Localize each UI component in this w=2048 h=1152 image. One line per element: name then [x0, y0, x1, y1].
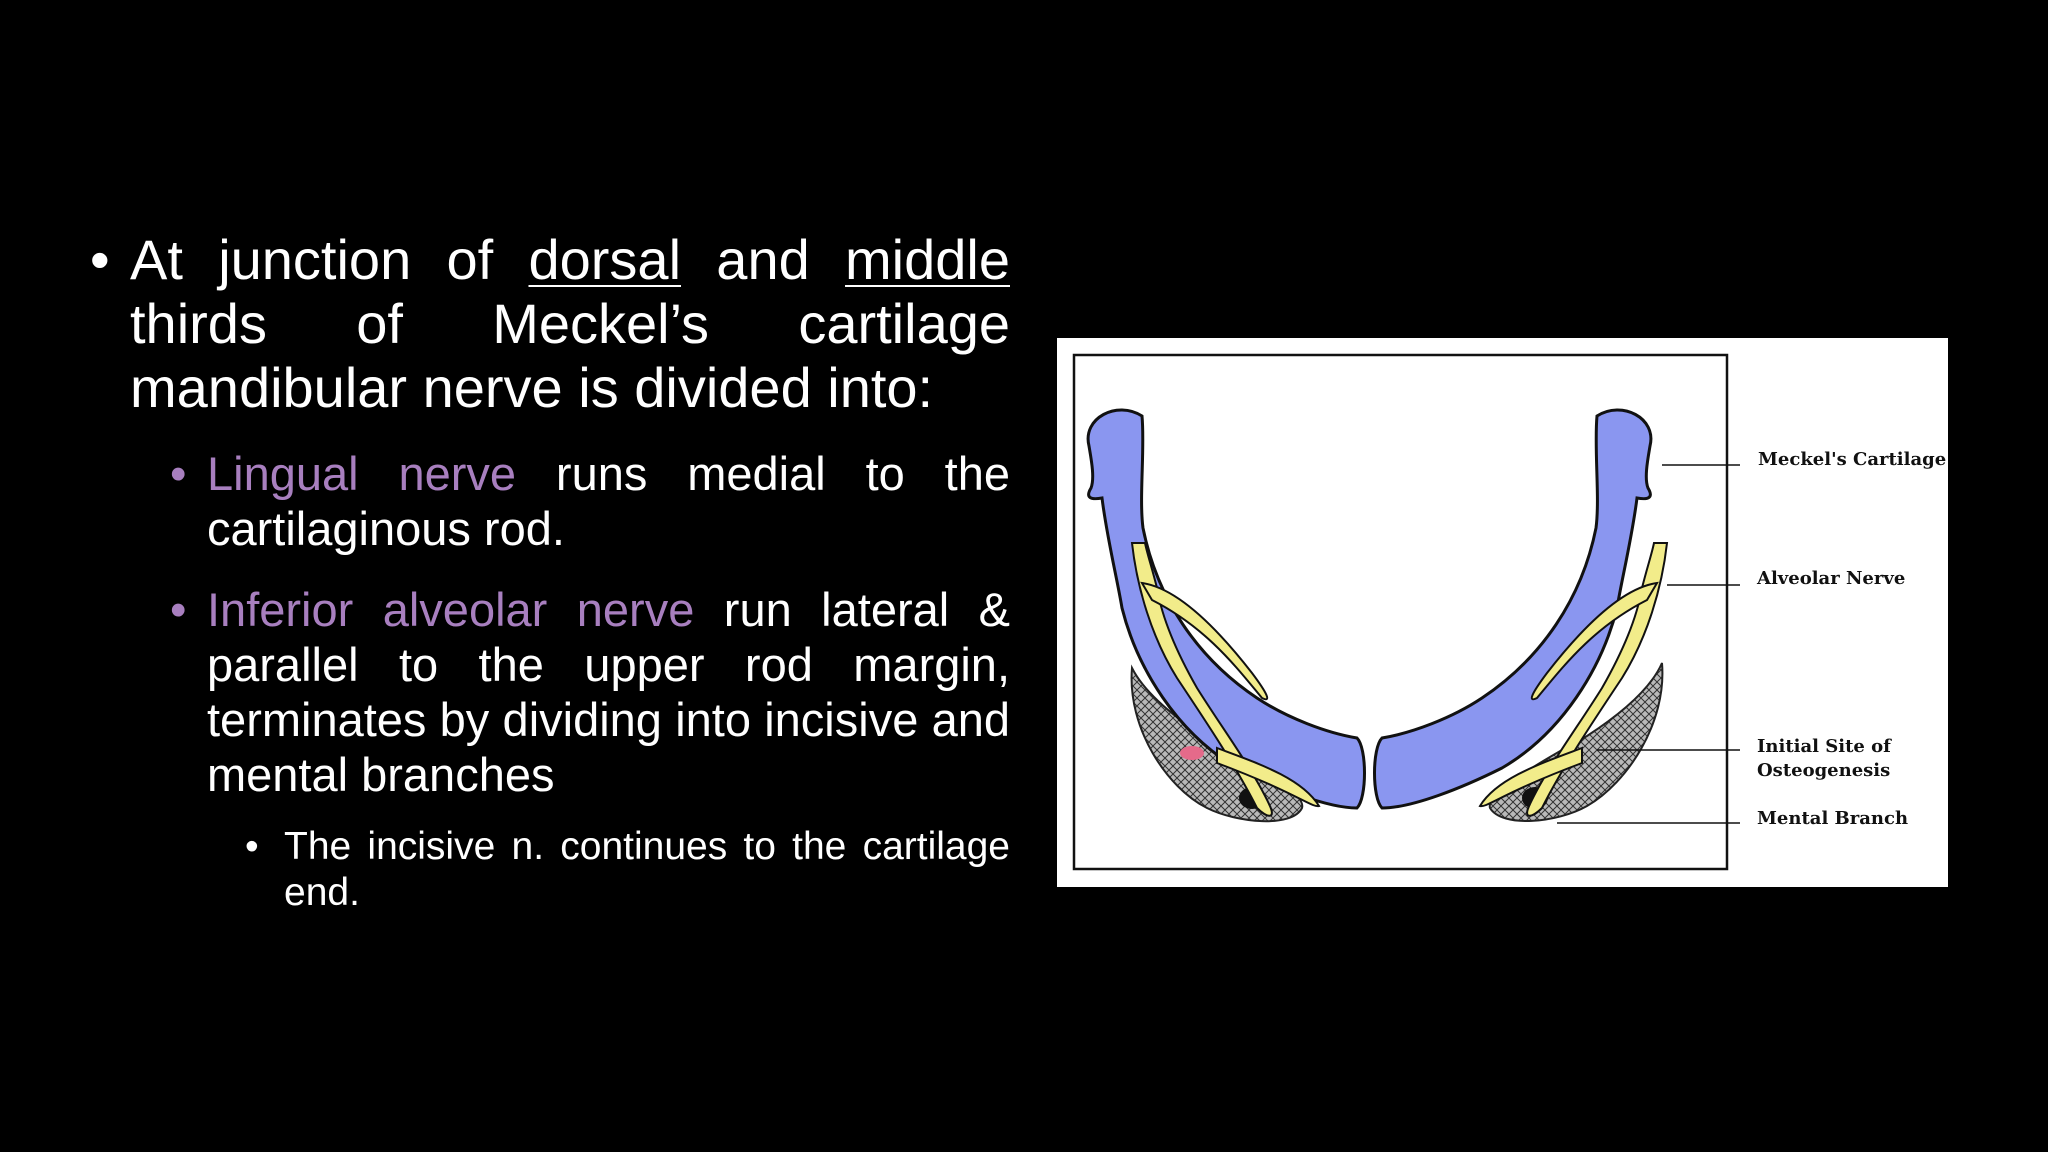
main-bullet: [90, 228, 1010, 420]
dorsal-term: dorsal: [528, 228, 682, 291]
inferior-alveolar-bullet: [90, 582, 1010, 802]
incisive-bullet: • The incisive n. continues to the cartilage end.: [90, 824, 1010, 916]
text-column: [90, 228, 1010, 916]
label-initial-site-line2: Osteogenesis: [1757, 760, 1891, 781]
middle-term: middle: [845, 228, 1010, 291]
figure-drawing: [1057, 338, 1948, 887]
lingual-nerve-bullet: [90, 446, 1010, 556]
main-bullet-text-1: At junction of: [130, 228, 529, 291]
label-mental-branch: Mental Branch: [1757, 808, 1909, 829]
label-initial-site-line1: Initial Site of: [1757, 736, 1891, 757]
inferior-alveolar-term: Inferior alveolar nerve: [207, 583, 695, 636]
main-bullet-text-2: and: [681, 228, 846, 291]
lingual-nerve-term: Lingual nerve: [207, 447, 517, 500]
meckels-cartilage-figure: [1057, 338, 1948, 887]
inferior-alveolar-text: run lateral & parallel to the upper rod margin, terminates by dividing into incisive and mental branches: [207, 583, 1010, 801]
label-alveolar-nerve: Alveolar Nerve: [1757, 568, 1906, 589]
label-meckels-cartilage: Meckel's Cartilage: [1758, 449, 1947, 470]
main-bullet-text-3: thirds of Meckel’s cartilage mandibular nerve is divided into:: [130, 292, 1010, 419]
lingual-nerve-text: runs medial to the cartilaginous rod.: [207, 447, 1010, 555]
osteogenesis-site-left: [1180, 746, 1204, 760]
